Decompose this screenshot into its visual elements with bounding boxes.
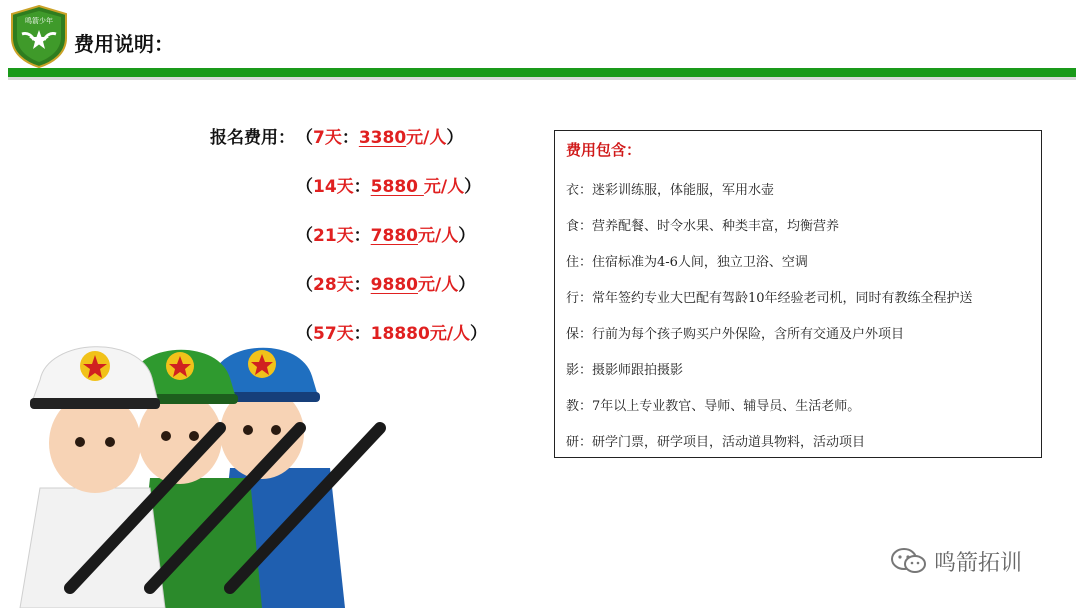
- bracket-close: ）: [446, 128, 464, 148]
- fee-separator: ：: [353, 275, 371, 295]
- fee-separator: ：: [353, 226, 371, 246]
- watermark-text: 鸣箭拓训: [934, 550, 1023, 576]
- fee-days: 21天: [313, 226, 354, 246]
- fee-includes-heading: 费用包含：: [566, 141, 642, 159]
- fee-price: 9880: [370, 275, 418, 295]
- fee-unit: 元/人: [406, 128, 447, 148]
- fee-price: 3380: [358, 128, 407, 148]
- page-title: 费用说明：: [74, 32, 174, 56]
- fee-separator: ：: [353, 177, 371, 197]
- soldiers-illustration: [0, 318, 400, 608]
- fee-price: 5880: [370, 177, 424, 197]
- fee-includes-box: [554, 130, 1042, 458]
- fee-row: [296, 123, 463, 148]
- bracket-close: ）: [470, 324, 488, 344]
- fee-days: 14天: [313, 177, 354, 197]
- fee-price: 18880: [370, 324, 430, 344]
- fee-unit: 元/人: [429, 324, 471, 344]
- fee-unit: 元/人: [418, 226, 459, 246]
- fee-row: [296, 270, 475, 295]
- fee-row: [296, 172, 481, 197]
- fee-days: 28天: [313, 275, 354, 295]
- bracket-open: （: [296, 324, 313, 344]
- include-item-lodging: 住：住宿标准为4-6人间，独立卫浴、空调: [566, 255, 808, 270]
- include-item-instructors: 教：7年以上专业教官、导师、辅导员、生活老师。: [566, 399, 861, 414]
- bracket-close: ）: [458, 275, 476, 295]
- fee-days: 7天: [313, 128, 342, 148]
- bracket-open: （: [296, 177, 313, 197]
- cartoon-soldiers-icon: [0, 318, 400, 608]
- include-item-transport: 行：常年签约专业大巴配有驾龄10年经验老司机，同时有教练全程护送: [566, 291, 973, 306]
- watermark: [890, 546, 1022, 576]
- fee-price: 7880: [370, 226, 418, 246]
- fee-separator: ：: [341, 128, 359, 148]
- fee-days: 57天: [313, 324, 354, 344]
- fee-unit: 元/人: [423, 177, 465, 197]
- fee-section: [0, 0, 540, 360]
- bracket-close: ）: [458, 226, 476, 246]
- include-item-study: 研：研学门票，研学项目，活动道具物料，活动项目: [566, 435, 866, 450]
- include-item-photography: 影：摄影师跟拍摄影: [566, 363, 684, 378]
- include-item-insurance: 保：行前为每个孩子购买户外保险，含所有交通及户外项目: [566, 327, 905, 342]
- bracket-close: ）: [464, 177, 482, 197]
- fee-unit: 元/人: [418, 275, 459, 295]
- bracket-open: （: [296, 275, 313, 295]
- include-item-food: 食：营养配餐、时令水果、种类丰富，均衡营养: [566, 219, 840, 234]
- include-item-clothing: 衣：迷彩训练服，体能服，军用水壶: [566, 183, 775, 198]
- fee-row: [296, 221, 475, 246]
- fee-label: 报名费用：: [210, 128, 295, 148]
- fee-separator: ：: [353, 324, 371, 344]
- wechat-icon: [890, 547, 928, 575]
- svg-text:鸣箭少年: 鸣箭少年: [25, 17, 53, 25]
- bracket-open: （: [296, 226, 313, 246]
- bracket-open: （: [296, 128, 313, 148]
